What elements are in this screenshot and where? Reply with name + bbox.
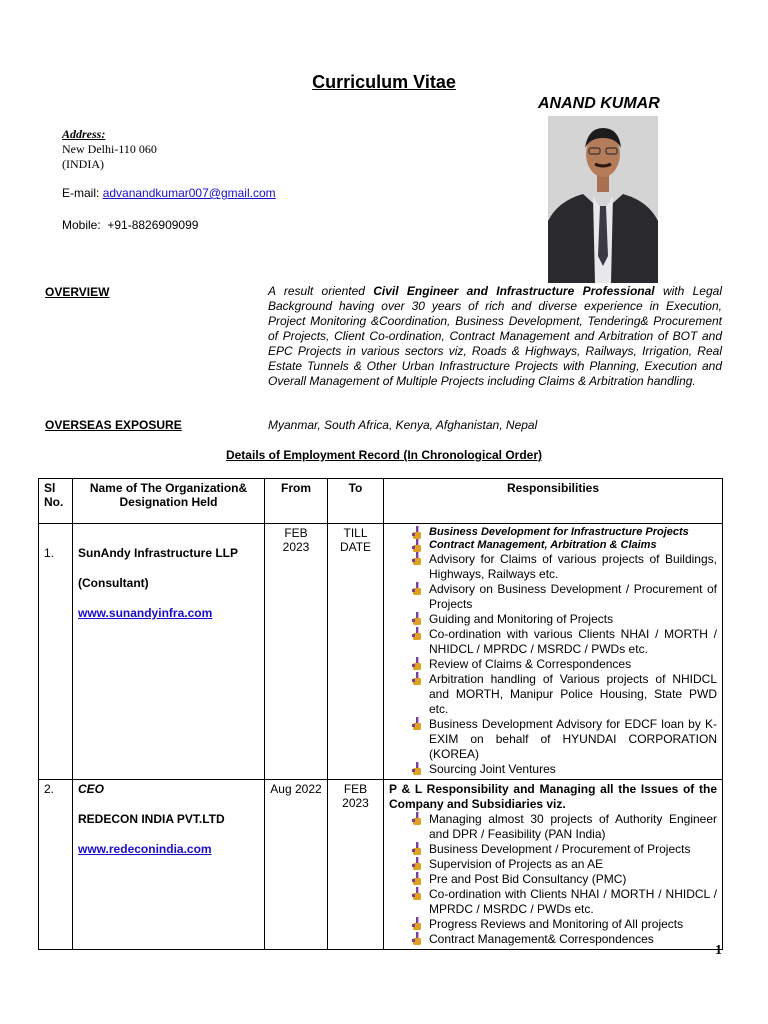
responsibility-heading [389, 526, 717, 539]
responsibility-item [389, 872, 717, 887]
responsibility-heading-text: Business Development for Infrastructure Projects [429, 526, 689, 538]
responsibility-item-text: Sourcing Joint Ventures [429, 762, 556, 776]
email-link[interactable]: advanandkumar007@gmail.com [102, 186, 276, 200]
responsibility-item-text: Business Development Advisory for EDCF loan by K-EXIM on behalf of HYUNDAI CORPORATION (KOREA) [429, 717, 717, 761]
pointing-hand-bullet-icon [411, 917, 423, 931]
overview-text-post: with Legal Background having over 30 years of rich and diverse experience in Execution, Project Monitoring &Coordination, Business Development, Tendering& Procurement of Projects, Client Co-ordination, Contract Management and Arbitration of BOT and EPC Projects in various sectors viz, Roads & Highways, Railways, Irrigation, Real Estate Tunnels & Other Urban Infrastructure Projects with Planning, Execution and Overall Management of Multiple Projects including Claims & Arbitration handling. [268, 284, 722, 388]
organization-role: CEO [78, 782, 105, 796]
row-organization [73, 780, 265, 950]
organization-website-link[interactable]: www.redeconindia.com [78, 842, 212, 856]
responsibility-item-text: Advisory for Claims of various projects of Buildings, Highways, Railways etc. [429, 552, 717, 581]
pointing-hand-bullet-icon [411, 627, 423, 641]
row-sl: 2. [39, 780, 73, 950]
responsibility-item [389, 552, 717, 582]
pointing-hand-bullet-icon [411, 872, 423, 886]
mobile-label: Mobile: [62, 218, 101, 232]
responsibility-heading-text: Contract Management, Arbitration & Claims [429, 539, 657, 551]
pointing-hand-bullet-icon [411, 582, 423, 596]
address-line-2: (INDIA) [62, 157, 104, 171]
row-from: Aug 2022 [265, 780, 328, 950]
overview-text-pre: A result oriented [268, 284, 374, 298]
responsibility-item [389, 842, 717, 857]
row-to: TILL DATE [328, 524, 384, 780]
responsibility-item-text: Advisory on Business Development / Procurement of Projects [429, 582, 717, 611]
employment-title: Details of Employment Record (In Chronological Order) [225, 448, 543, 462]
row-organization [73, 524, 265, 780]
overview-text-bold: Civil Engineer and Infrastructure Professional [373, 284, 655, 298]
candidate-name: ANAND KUMAR [538, 95, 660, 112]
pointing-hand-bullet-icon [411, 672, 423, 686]
responsibility-heading [389, 539, 717, 552]
address-label: Address: [62, 127, 106, 141]
pointing-hand-bullet-icon [411, 552, 423, 566]
table-header-row [39, 479, 723, 524]
address-block [62, 127, 157, 172]
pointing-hand-bullet-icon [411, 612, 423, 626]
responsibility-item-text: Managing almost 30 projects of Authority Engineer and DPR / Feasibility (PAN India) [429, 812, 717, 841]
responsibility-item-text: Contract Management& Correspondences [429, 932, 654, 946]
header-sl: Sl No. [39, 479, 73, 524]
responsibility-item-text: Business Development / Procurement of Projects [429, 842, 691, 856]
pointing-hand-bullet-icon [411, 657, 423, 671]
responsibility-item [389, 627, 717, 657]
responsibility-item-text: Pre and Post Bid Consultancy (PMC) [429, 872, 627, 886]
header-to: To [328, 479, 384, 524]
responsibility-item-text: Co-ordination with Clients NHAI / MORTH / NHIDCL / MPRDC / MSRDC / PWDs etc. [429, 887, 717, 916]
pointing-hand-bullet-icon [411, 539, 423, 553]
organization-name: SunAndy Infrastructure LLP [78, 546, 239, 560]
responsibility-item [389, 812, 717, 842]
row-from: FEB 2023 [265, 524, 328, 780]
pointing-hand-bullet-icon [411, 842, 423, 856]
responsibility-item [389, 932, 717, 947]
pointing-hand-bullet-icon [411, 762, 423, 776]
table-row [39, 780, 723, 950]
responsibility-item [389, 582, 717, 612]
header-responsibilities: Responsibilities [384, 479, 723, 524]
portrait-photo [548, 116, 658, 283]
pointing-hand-bullet-icon [411, 857, 423, 871]
responsibility-item [389, 762, 717, 777]
responsibility-lead: P & L Responsibility and Managing all the Issues of the Company and Subsidiaries viz. [389, 782, 717, 811]
employment-table [38, 478, 723, 950]
row-sl: 1. [39, 524, 73, 780]
overseas-value: Myanmar, South Africa, Kenya, Afghanistan, Nepal [268, 418, 538, 432]
header-from: From [265, 479, 328, 524]
responsibility-item-text: Supervision of Projects as an AE [429, 857, 604, 871]
overview-text [268, 284, 722, 389]
pointing-hand-bullet-icon [411, 717, 423, 731]
responsibility-item-text: Co-ordination with various Clients NHAI / MORTH / NHIDCL / MPRDC / MSRDC / PWDs etc. [429, 627, 717, 656]
responsibility-item [389, 917, 717, 932]
portrait-photo-icon [548, 116, 658, 283]
responsibility-list [389, 812, 717, 947]
responsibility-item-text: Progress Reviews and Monitoring of All projects [429, 917, 684, 931]
organization-name: REDECON INDIA PVT.LTD [78, 812, 225, 826]
organization-website-link[interactable]: www.sunandyinfra.com [78, 606, 213, 620]
responsibility-item-text: Guiding and Monitoring of Projects [429, 612, 614, 626]
responsibility-item [389, 672, 717, 717]
responsibility-item-text: Arbitration handling of Various projects of NHIDCL and MORTH, Manipur Police Housing, State PWD etc. [429, 672, 717, 716]
pointing-hand-bullet-icon [411, 812, 423, 826]
designation: (Consultant) [78, 576, 149, 590]
responsibility-item [389, 657, 717, 672]
pointing-hand-bullet-icon [411, 887, 423, 901]
responsibility-item-text: Review of Claims & Correspondences [429, 657, 632, 671]
address-line-1: New Delhi-110 060 [62, 142, 157, 156]
mobile-number: +91-8826909099 [107, 218, 199, 232]
responsibility-item [389, 857, 717, 872]
row-to: FEB 2023 [328, 780, 384, 950]
row-responsibilities [384, 524, 723, 780]
header-organization: Name of The Organization& Designation Held [73, 479, 265, 524]
pointing-hand-bullet-icon [411, 526, 423, 540]
page-number: 1 [715, 943, 722, 958]
mobile-row [62, 218, 198, 232]
row-responsibilities [384, 780, 723, 950]
responsibility-list [389, 526, 717, 777]
responsibility-item [389, 887, 717, 917]
table-row [39, 524, 723, 780]
cv-title: Curriculum Vitae [312, 72, 456, 92]
overseas-label: OVERSEAS EXPOSURE [45, 418, 182, 432]
responsibility-item [389, 612, 717, 627]
overview-label: OVERVIEW [45, 285, 110, 299]
email-row [62, 186, 276, 200]
responsibility-item [389, 717, 717, 762]
pointing-hand-bullet-icon [411, 932, 423, 946]
email-label: E-mail: [62, 186, 100, 200]
